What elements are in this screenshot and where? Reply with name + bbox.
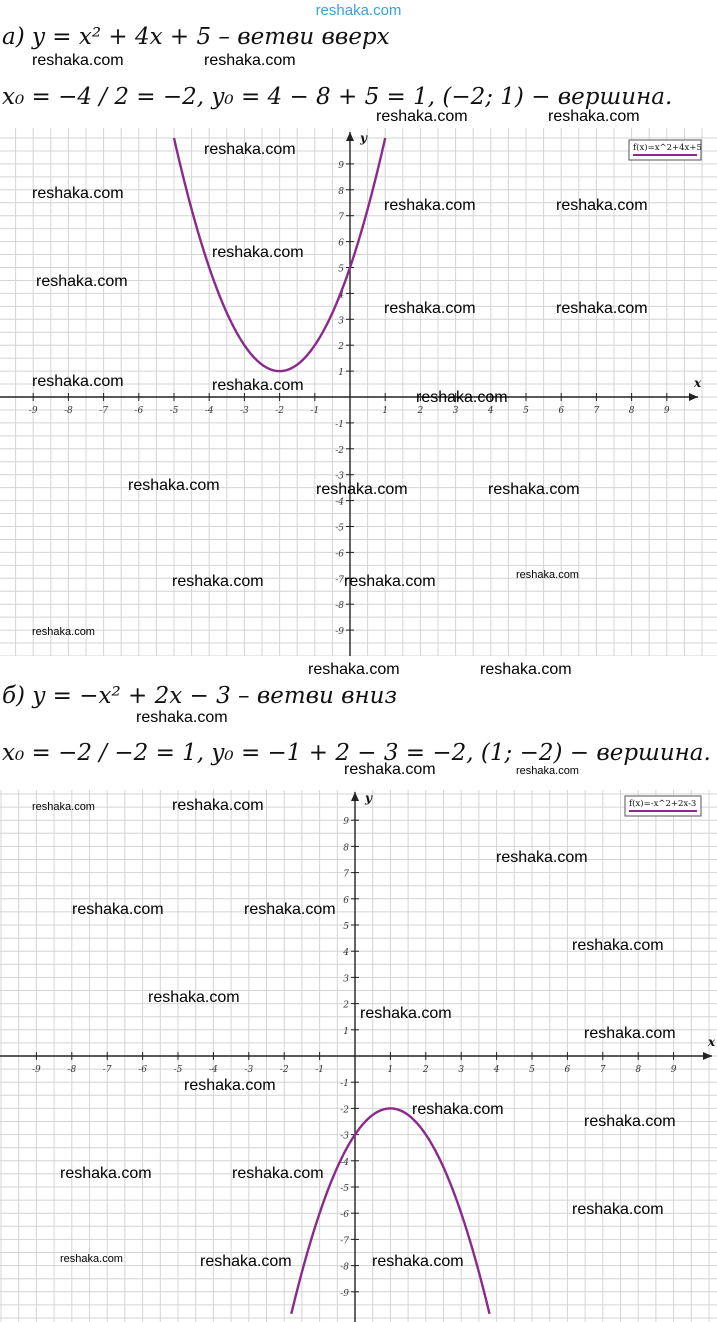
y-tick-label: -1	[335, 419, 344, 430]
watermark: reshaka.com	[488, 481, 580, 498]
watermark: reshaka.com	[128, 477, 220, 494]
x-tick-label: -9	[28, 406, 38, 416]
x-axis-label: x	[694, 376, 702, 390]
watermark: reshaka.com	[32, 373, 124, 390]
watermark: reshaka.com	[212, 244, 304, 261]
y-axis-label: y	[365, 791, 372, 805]
watermark: reshaka.com	[384, 300, 476, 317]
legend	[629, 140, 702, 160]
x-tick-label: -6	[138, 1065, 147, 1075]
x-tick-label: -9	[32, 1065, 41, 1075]
x-tick-label: 9	[670, 1065, 677, 1075]
legend-label: f(x)=-x^2+2x-3	[629, 799, 697, 809]
x-tick-label: 4	[493, 1065, 500, 1075]
x-tick-label: 2	[422, 1065, 429, 1075]
y-tick-label: 8	[343, 843, 349, 854]
watermark: reshaka.com	[516, 569, 579, 581]
watermark: reshaka.com	[32, 52, 124, 69]
x-tick-label: 8	[628, 406, 635, 416]
part-a-vertex-calc: x₀ = −4 / 2 = −2, y₀ = 4 − 8 + 5 = 1, (−2; 1) − вершина.	[2, 84, 673, 110]
watermark: reshaka.com	[360, 1005, 452, 1022]
x-tick-label: -4	[204, 406, 214, 416]
watermark: reshaka.com	[36, 273, 128, 290]
x-tick-label: 7	[599, 1065, 606, 1075]
watermark: reshaka.com	[172, 797, 264, 814]
part-b-vertex-calc: x₀ = −2 / −2 = 1, y₀ = −1 + 2 − 3 = −2, (1; −2) − вершина.	[2, 740, 711, 766]
watermark: reshaka.com	[200, 1253, 292, 1270]
x-tick-label: -6	[134, 406, 144, 416]
watermark: reshaka.com	[72, 901, 164, 918]
watermark: reshaka.com	[416, 389, 508, 406]
y-tick-label: 8	[338, 186, 344, 197]
x-tick-label: -2	[279, 1065, 289, 1075]
y-tick-label: -6	[340, 1210, 349, 1221]
x-tick-label: 3	[452, 406, 459, 416]
watermark: reshaka.com	[344, 761, 436, 778]
x-tick-label: -2	[275, 406, 284, 416]
y-tick-label: -3	[335, 471, 344, 482]
watermark: reshaka.com	[308, 661, 400, 678]
x-axis-arrow	[703, 1052, 712, 1060]
x-tick-label: 2	[417, 406, 424, 416]
y-tick-label: 5	[343, 922, 349, 932]
watermark: reshaka.com	[32, 626, 95, 638]
x-tick-label: 9	[663, 406, 670, 416]
watermark: reshaka.com	[412, 1101, 504, 1118]
watermark: reshaka.com	[172, 573, 264, 590]
watermark: reshaka.com	[516, 765, 579, 777]
chart-b	[0, 786, 717, 1322]
watermark: reshaka.com	[60, 1253, 123, 1265]
x-tick-label: 3	[458, 1065, 465, 1075]
watermark: reshaka.com	[60, 1165, 152, 1182]
watermark: reshaka.com	[572, 1201, 664, 1218]
x-tick-label: -5	[169, 406, 179, 416]
watermark: reshaka.com	[232, 1165, 324, 1182]
watermark: reshaka.com	[548, 108, 640, 125]
x-tick-label: 1	[387, 1065, 394, 1075]
y-tick-label: -9	[340, 1288, 349, 1299]
x-tick-label: -1	[310, 406, 320, 416]
y-tick-label: 3	[338, 316, 344, 327]
y-tick-label: 7	[338, 212, 344, 223]
watermark: reshaka.com	[212, 377, 304, 394]
y-tick-label: -5	[335, 523, 344, 534]
y-tick-label: -9	[335, 627, 344, 638]
y-tick-label: 2	[338, 342, 344, 353]
y-axis-arrow	[351, 792, 359, 801]
watermark: reshaka.com	[384, 197, 476, 214]
part-a-equation: а) y = x² + 4x + 5 – ветви вверх	[2, 24, 390, 50]
watermark: reshaka.com	[344, 573, 436, 590]
y-tick-label: 6	[338, 238, 344, 249]
y-tick-label: -3	[340, 1131, 349, 1142]
legend-label: f(x)=x^2+4x+5	[633, 143, 702, 153]
x-tick-label: 5	[523, 406, 529, 416]
x-axis-arrow	[689, 393, 698, 401]
y-tick-label: -6	[335, 549, 344, 560]
y-tick-label: 1	[338, 368, 344, 379]
x-tick-label: -3	[244, 1065, 254, 1075]
legend	[625, 796, 701, 816]
watermark: reshaka.com	[584, 1113, 676, 1130]
x-tick-label: -8	[67, 1065, 77, 1075]
y-axis-label: y	[360, 131, 367, 145]
y-tick-label: -8	[335, 601, 344, 612]
y-tick-label: 1	[343, 1026, 349, 1037]
watermark: reshaka.com	[496, 849, 588, 866]
x-tick-label: 4	[487, 406, 494, 416]
y-tick-label: 2	[343, 1000, 349, 1011]
y-tick-label: 4	[338, 290, 344, 301]
watermark: reshaka.com	[372, 1253, 464, 1270]
y-tick-label: -1	[340, 1079, 349, 1090]
watermark: reshaka.com	[32, 185, 124, 202]
x-tick-label: 6	[564, 1065, 571, 1075]
watermark: reshaka.com	[584, 1025, 676, 1042]
watermark: reshaka.com	[572, 937, 664, 954]
y-tick-label: -8	[340, 1262, 349, 1273]
x-tick-label: 1	[382, 406, 389, 416]
y-tick-label: -4	[335, 497, 344, 508]
site-header[interactable]: reshaka.com	[315, 2, 402, 19]
watermark: reshaka.com	[556, 197, 648, 214]
watermark: reshaka.com	[316, 481, 408, 498]
y-tick-label: -7	[340, 1236, 349, 1247]
watermark: reshaka.com	[556, 300, 648, 317]
y-tick-label: -2	[340, 1105, 349, 1116]
watermark: reshaka.com	[244, 901, 336, 918]
watermark: reshaka.com	[136, 709, 228, 726]
y-tick-label: -5	[340, 1184, 349, 1194]
y-tick-label: 5	[338, 264, 344, 275]
watermark: reshaka.com	[204, 52, 296, 69]
y-tick-label: 9	[338, 160, 344, 171]
watermark: reshaka.com	[204, 141, 296, 158]
y-axis-arrow	[346, 132, 354, 141]
y-tick-label: 3	[343, 974, 349, 985]
y-tick-label: 9	[343, 817, 349, 828]
x-tick-label: -4	[209, 1065, 218, 1075]
x-tick-label: -1	[315, 1065, 324, 1075]
y-tick-label: 4	[343, 948, 349, 959]
x-tick-label: 6	[558, 406, 565, 416]
x-tick-label: -8	[64, 406, 73, 416]
x-tick-label: 8	[635, 1065, 642, 1075]
y-tick-label: -2	[335, 445, 344, 456]
watermark: reshaka.com	[32, 801, 95, 813]
y-tick-label: 6	[343, 895, 349, 906]
watermark: reshaka.com	[184, 1077, 276, 1094]
watermark: reshaka.com	[376, 108, 468, 125]
x-tick-label: 5	[529, 1065, 535, 1075]
x-tick-label: -7	[99, 406, 108, 416]
x-axis-label: x	[708, 1035, 716, 1049]
y-tick-label: 7	[343, 869, 349, 880]
x-tick-label: -3	[240, 406, 249, 416]
part-b-equation: б) y = −x² + 2x − 3 – ветви вниз	[2, 683, 398, 709]
watermark: reshaka.com	[480, 661, 572, 678]
x-tick-label: -7	[102, 1065, 112, 1075]
y-tick-label: -4	[340, 1157, 349, 1168]
x-tick-label: -5	[173, 1065, 183, 1075]
y-tick-label: -7	[335, 575, 344, 586]
watermark: reshaka.com	[148, 989, 240, 1006]
x-tick-label: 7	[593, 406, 600, 416]
